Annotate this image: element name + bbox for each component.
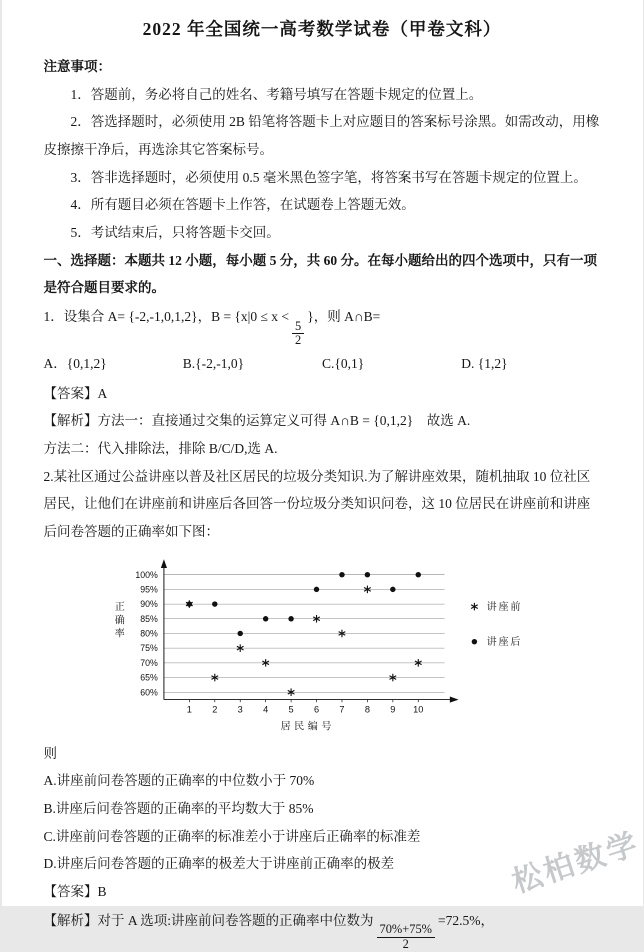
q2-option-b: B.讲座后问卷答题的正确率的平均数大于 85% — [43, 801, 314, 817]
svg-text:确: 确 — [114, 615, 125, 627]
notice-item-3: 3．答非选择题时，必须使用 0.5 毫米黑色签字笔，将答案书写在答题卡规定的位置上。 — [70, 169, 587, 185]
fraction-denominator: 2 — [402, 937, 409, 952]
svg-text:60%: 60% — [139, 687, 158, 698]
q1-option-b: B.{-2,-1,0} — [182, 356, 245, 372]
q2-option-c: C.讲座前问卷答题的正确率的标准差小于讲座后正确率的标准差 — [43, 828, 421, 844]
accuracy-scatter-chart — [92, 552, 601, 738]
svg-text:率: 率 — [114, 628, 125, 640]
notice-item-5: 5．考试结束后，只将答题卡交回。 — [70, 225, 280, 241]
q1-stem-prefix: 1．设集合 A= {-2,-1,0,1,2}，B = {x|0 ≤ x < — [43, 309, 290, 325]
q2-analysis-prefix: 【解析】对于 A 选项:讲座前问卷答题的正确率中位数为 — [43, 912, 374, 928]
svg-text:80%: 80% — [139, 628, 158, 639]
q2-then-label: 则 — [43, 745, 57, 761]
svg-text:讲座前: 讲座前 — [486, 601, 522, 613]
q1-option-a: A．{0,1,2} — [43, 356, 107, 372]
exam-paper-page — [2, 0, 644, 952]
q2-answer: 【答案】B — [43, 884, 107, 900]
svg-text:100%: 100% — [134, 569, 158, 580]
notice-item-4: 4．所有题目必须在答题卡上作答，在试题卷上答题无效。 — [70, 197, 415, 213]
svg-text:5: 5 — [288, 704, 294, 715]
question-2-stem: 2.某社区通过公益讲座以普及社区居民的垃圾分类知识.为了解讲座效果，随机抽取 10 位社区居民，让他们在讲座前和讲座后各回答一份垃圾分类知识问卷，这 10 位居民在讲座前和讲座后问卷答题的正确率如下图： — [43, 468, 591, 540]
svg-text:10: 10 — [412, 704, 423, 715]
svg-text:讲座后: 讲座后 — [486, 636, 522, 648]
q2-analysis-suffix: =72.5%， — [438, 912, 494, 928]
fraction-numerator: 70%+75% — [377, 923, 435, 938]
fraction-5-over-2 — [292, 320, 304, 348]
svg-text:65%: 65% — [139, 672, 158, 683]
notice-heading: 注意事项： — [43, 59, 111, 74]
q2-analysis — [44, 906, 601, 952]
svg-text:4: 4 — [262, 704, 268, 715]
svg-text:3: 3 — [237, 704, 243, 715]
svg-text:正: 正 — [114, 601, 125, 613]
svg-text:75%: 75% — [139, 642, 158, 653]
svg-text:1: 1 — [186, 704, 192, 715]
fraction-numerator: 5 — [292, 320, 304, 335]
notice-item-2: 2．答选择题时，必须使用 2B 铅笔将答题卡上对应题目的答案标号涂黑。如需改动，用橡皮擦擦干净后，再选涂其它答案标号。 — [43, 114, 600, 158]
watermark: 松柏数学 — [507, 827, 644, 900]
q1-answer: 【答案】A — [43, 385, 108, 401]
q1-option-c: C.{0,1} — [322, 356, 365, 372]
svg-text:7: 7 — [338, 704, 345, 715]
fraction-median — [377, 923, 435, 951]
q2-option-d: D.讲座后问卷答题的正确率的极差大于讲座前正确率的极差 — [43, 856, 395, 872]
notice-item-1: 1．答题前，务必将自己的姓名、考籍号填写在答题卡规定的位置上。 — [70, 86, 483, 102]
page-title: 2022 年全国统一高考数学试卷（甲卷文科） — [142, 19, 502, 39]
chart-canvas — [92, 552, 570, 734]
svg-text:70%: 70% — [139, 657, 158, 668]
svg-text:9: 9 — [389, 704, 395, 715]
q1-analysis-method1: 【解析】方法一：直接通过交集的运算定义可得 A∩B = {0,1,2} 故选 A. — [43, 413, 471, 429]
q1-option-d: D. {1,2} — [461, 356, 508, 372]
q1-stem-suffix: }，则 A∩B= — [307, 309, 381, 325]
section-1-heading: 一、选择题：本题共 12 小题，每小题 5 分，共 60 分。在每小题给出的四个选项中，只有一项是符合题目要求的。 — [43, 252, 597, 296]
svg-text:居民编号: 居民编号 — [280, 721, 335, 733]
svg-text:2: 2 — [211, 704, 217, 715]
fraction-denominator: 2 — [295, 333, 302, 348]
svg-text:90%: 90% — [139, 598, 158, 609]
svg-text:6: 6 — [313, 704, 319, 715]
q1-analysis-method2: 方法二：代入排除法，排除 B/C/D,选 A. — [43, 441, 278, 457]
q2-option-a: A.讲座前问卷答题的正确率的中位数小于 70% — [43, 773, 315, 789]
question-1-stem — [44, 302, 601, 348]
svg-text:8: 8 — [364, 704, 370, 715]
svg-text:95%: 95% — [139, 584, 158, 595]
q1-options — [44, 350, 601, 378]
svg-text:85%: 85% — [139, 613, 158, 624]
